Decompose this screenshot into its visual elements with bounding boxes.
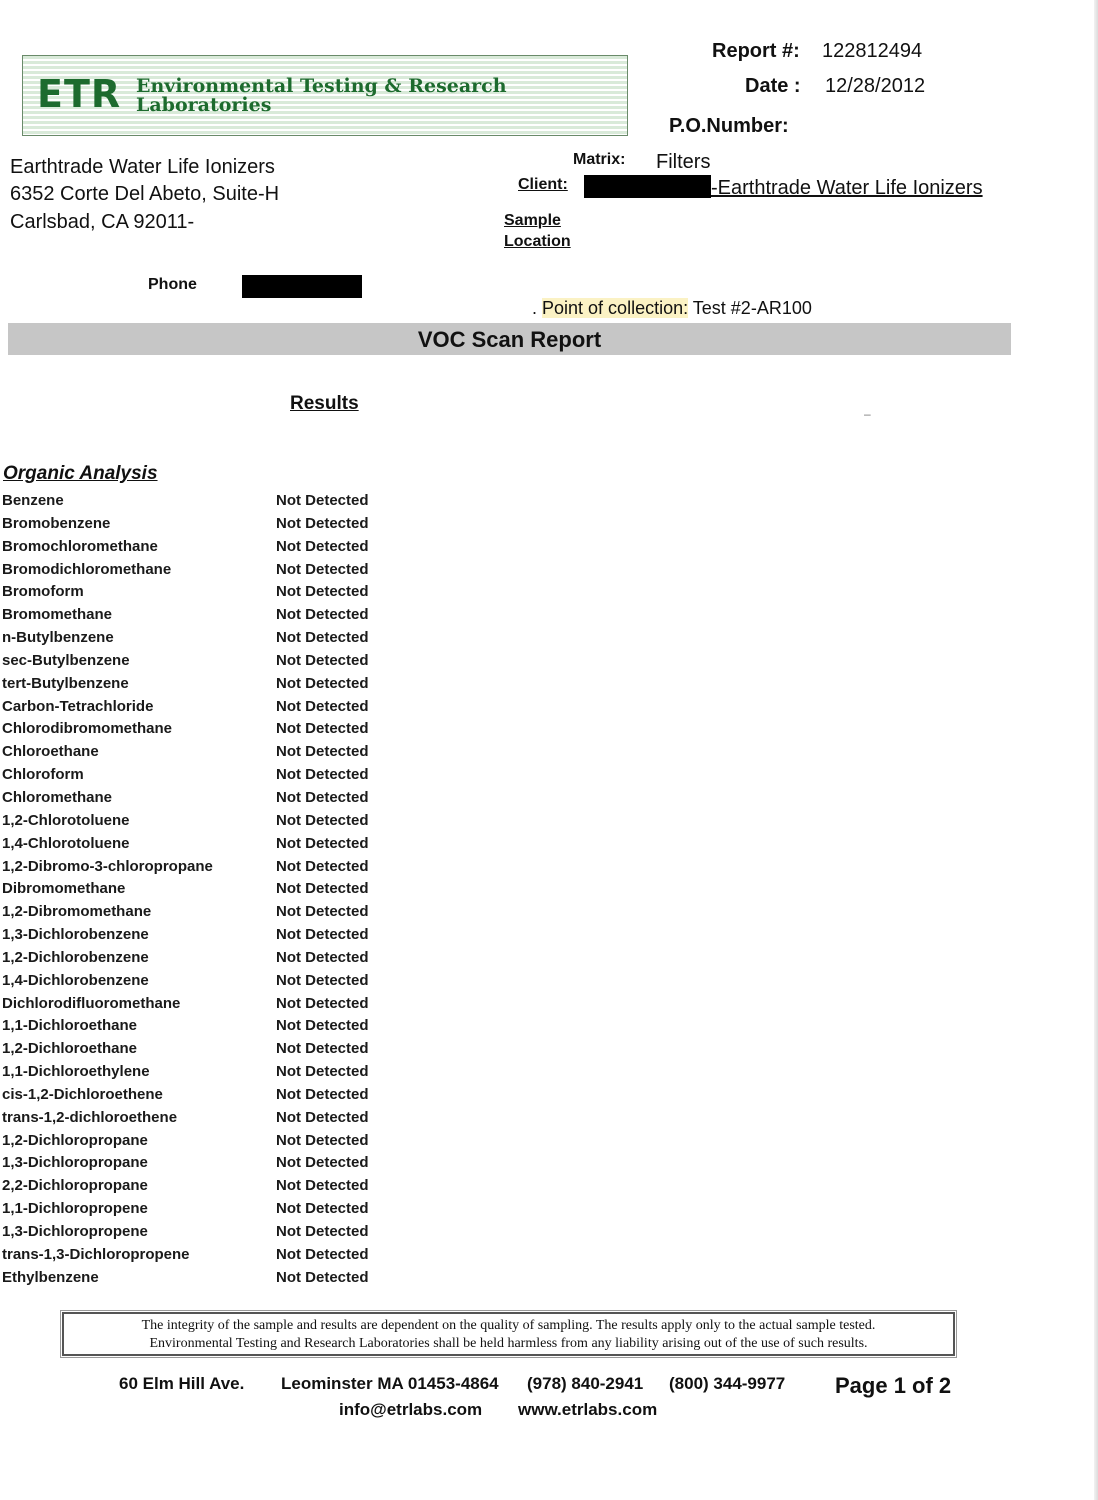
table-row: [2, 559, 422, 582]
analyte-result: Not Detected: [276, 1223, 369, 1240]
analyte-result: Not Detected: [276, 1131, 369, 1149]
analyte-name: 1,3-Dichloropropane: [2, 1154, 148, 1172]
table-row: [2, 741, 422, 764]
disclaimer-box: [62, 1312, 955, 1356]
analyte-result: Not Detected: [276, 651, 369, 669]
analyte-result: Not Detected: [276, 674, 369, 692]
analyte-result: Not Detected: [276, 720, 369, 738]
analyte-name: Chloromethane: [2, 788, 113, 806]
table-row: [2, 970, 422, 993]
phone-redaction: [242, 275, 362, 298]
client-name: Earthtrade Water Life Ionizers: [10, 156, 275, 178]
analyte-name: Carbon-Tetrachloride: [2, 697, 154, 715]
analyte-result: Not Detected: [276, 1040, 369, 1058]
table-row: [2, 1130, 422, 1153]
matrix-label: Matrix:: [573, 151, 626, 168]
analyte-name: Bromoform: [2, 583, 84, 601]
analyte-name: cis-1,2-Dichloroethene: [2, 1085, 163, 1103]
analyte-name: 1,1-Dichloropropene: [2, 1200, 148, 1218]
collection-value: Test #2-AR100: [688, 298, 812, 318]
analyte-name: Bromodichloromethane: [2, 560, 172, 578]
report-number-label: Report #:: [712, 40, 800, 62]
analyte-name: Chlorodibromomethane: [2, 720, 173, 738]
table-row: [2, 1244, 422, 1267]
analyte-name: 2,2-Dichloropropane: [2, 1177, 148, 1195]
organic-analysis-heading: Organic Analysis: [3, 463, 158, 484]
analyte-result: Not Detected: [276, 994, 369, 1012]
analyte-result: Not Detected: [276, 606, 369, 624]
analyte-name: 1,2-Dichlorobenzene: [2, 948, 149, 966]
analyte-name: tert-Butylbenzene: [2, 674, 129, 692]
collection-label: Point of collection:: [542, 298, 689, 318]
table-row: [2, 604, 422, 627]
analyte-result: Not Detected: [276, 629, 369, 647]
date-label: Date :: [745, 75, 801, 97]
analyte-name: Ethylbenzene: [2, 1268, 99, 1286]
point-of-collection: [532, 298, 812, 319]
analyte-result: Not Detected: [276, 743, 369, 761]
analyte-result: Not Detected: [276, 1200, 369, 1218]
analyte-name: sec-Butylbenzene: [2, 651, 130, 669]
matrix-value: Filters: [656, 151, 711, 173]
analyte-result: Not Detected: [276, 560, 369, 578]
table-row: [2, 1107, 422, 1130]
analyte-result: Not Detected: [276, 1154, 369, 1172]
results-table: [2, 490, 422, 1290]
table-row: [2, 924, 422, 947]
table-row: [2, 993, 422, 1016]
table-row: [2, 650, 422, 673]
report-number-value: 122812494: [822, 40, 923, 62]
collection-prefix: .: [532, 298, 543, 318]
client-label: Client:: [518, 176, 568, 193]
analyte-result: Not Detected: [276, 926, 369, 944]
date-value: 12/28/2012: [825, 75, 926, 97]
report-title-banner: [8, 323, 1011, 355]
analyte-result: Not Detected: [276, 880, 369, 898]
analyte-name: Benzene: [2, 492, 64, 509]
report-title: VOC Scan Report: [417, 327, 602, 352]
client-redaction: [584, 175, 711, 198]
analyte-result: Not Detected: [276, 492, 369, 509]
analyte-name: 1,2-Dibromomethane: [2, 903, 152, 921]
logo-mark: ETR: [37, 72, 122, 116]
analyte-name: Chloroform: [2, 766, 84, 784]
table-row: [2, 947, 422, 970]
analyte-result: Not Detected: [276, 1063, 369, 1081]
table-row: [2, 833, 422, 856]
analyte-name: Dibromomethane: [2, 880, 126, 898]
table-row: [2, 696, 422, 719]
analyte-name: Chloroethane: [2, 743, 99, 761]
table-row: [2, 581, 422, 604]
table-row: [2, 1221, 422, 1244]
table-row: [2, 718, 422, 741]
analyte-name: Bromobenzene: [2, 514, 111, 532]
analyte-name: 1,1-Dichloroethane: [2, 1017, 138, 1035]
client-street: 6352 Corte Del Abeto, Suite-H: [10, 183, 280, 205]
analyte-result: Not Detected: [276, 1268, 369, 1286]
analyte-result: Not Detected: [276, 1108, 369, 1126]
analyte-result: Not Detected: [276, 1245, 369, 1263]
footer-email[interactable]: info@etrlabs.com: [339, 1400, 483, 1419]
table-row: [2, 536, 422, 559]
footer-address: 60 Elm Hill Ave.: [119, 1374, 245, 1393]
table-row: [2, 490, 422, 513]
analyte-result: Not Detected: [276, 1017, 369, 1035]
logo-name-line2: Laboratories: [136, 94, 272, 116]
disclaimer-line1: The integrity of the sample and results are dependent on the quality of sampling. The results apply only to the actual sample tested.: [141, 1318, 876, 1333]
sample-label: Sample: [504, 212, 561, 229]
phone-label: Phone: [148, 276, 197, 293]
table-row: [2, 513, 422, 536]
analyte-name: trans-1,2-dichloroethene: [2, 1108, 178, 1126]
page-edge-shadow: [1094, 0, 1098, 1500]
analyte-name: Bromomethane: [2, 606, 113, 624]
logo-name-line1: Environmental Testing & Research: [136, 75, 507, 97]
analyte-result: Not Detected: [276, 537, 369, 555]
analyte-result: Not Detected: [276, 1085, 369, 1103]
analyte-name: 1,3-Dichlorobenzene: [2, 926, 149, 944]
table-row: [2, 787, 422, 810]
table-row: [2, 627, 422, 650]
table-row: [2, 1015, 422, 1038]
analyte-result: Not Detected: [276, 583, 369, 601]
footer-city: Leominster MA 01453-4864: [281, 1374, 499, 1393]
table-row: [2, 1061, 422, 1084]
analyte-name: 1,4-Dichlorobenzene: [2, 971, 149, 989]
footer-phone1: (978) 840-2941: [527, 1374, 644, 1393]
table-row: [2, 1198, 422, 1221]
analyte-name: 1,4-Chlorotoluene: [2, 834, 130, 852]
table-row: [2, 810, 422, 833]
analyte-name: Dichlorodifluoromethane: [2, 994, 181, 1012]
stray-mark: –: [864, 407, 871, 421]
analyte-name: 1,3-Dichloropropene: [2, 1223, 148, 1240]
analyte-name: 1,2-Dibromo-3-chloropropane: [2, 857, 213, 875]
analyte-name: 1,2-Chlorotoluene: [2, 811, 130, 829]
analyte-name: n-Butylbenzene: [2, 629, 114, 647]
client-value: -Earthtrade Water Life Ionizers: [711, 177, 983, 199]
analyte-result: Not Detected: [276, 811, 369, 829]
table-row: [2, 764, 422, 787]
table-row: [2, 856, 422, 879]
analyte-result: Not Detected: [276, 903, 369, 921]
analyte-name: trans-1,3-Dichloropropene: [2, 1245, 190, 1263]
analyte-result: Not Detected: [276, 948, 369, 966]
location-label: Location: [504, 233, 571, 250]
analyte-result: Not Detected: [276, 834, 369, 852]
table-row: [2, 1175, 422, 1198]
analyte-name: 1,2-Dichloroethane: [2, 1040, 138, 1058]
po-number-label: P.O.Number:: [669, 115, 789, 137]
page-number: Page 1 of 2: [835, 1373, 952, 1398]
analyte-result: Not Detected: [276, 788, 369, 806]
analyte-result: Not Detected: [276, 1177, 369, 1195]
table-row: [2, 1152, 422, 1175]
analyte-result: Not Detected: [276, 514, 369, 532]
analyte-result: Not Detected: [276, 857, 369, 875]
footer-phone2: (800) 344-9977: [669, 1374, 786, 1393]
table-row: [2, 673, 422, 696]
footer-website[interactable]: www.etrlabs.com: [518, 1400, 658, 1419]
table-row: [2, 1084, 422, 1107]
etr-logo: [22, 55, 628, 136]
disclaimer-line2: Environmental Testing and Research Laboratories shall be held harmless from any liability arising out of the use of such results.: [149, 1336, 868, 1351]
table-row: [2, 901, 422, 924]
analyte-name: 1,2-Dichloropropane: [2, 1131, 148, 1149]
analyte-name: Bromochloromethane: [2, 537, 158, 555]
analyte-result: Not Detected: [276, 971, 369, 989]
results-heading: Results: [290, 393, 359, 414]
analyte-result: Not Detected: [276, 697, 369, 715]
client-city: Carlsbad, CA 92011-: [10, 211, 195, 233]
table-row: [2, 878, 422, 901]
table-row: [2, 1267, 422, 1290]
analyte-result: Not Detected: [276, 766, 369, 784]
analyte-name: 1,1-Dichloroethylene: [2, 1063, 150, 1081]
table-row: [2, 1038, 422, 1061]
